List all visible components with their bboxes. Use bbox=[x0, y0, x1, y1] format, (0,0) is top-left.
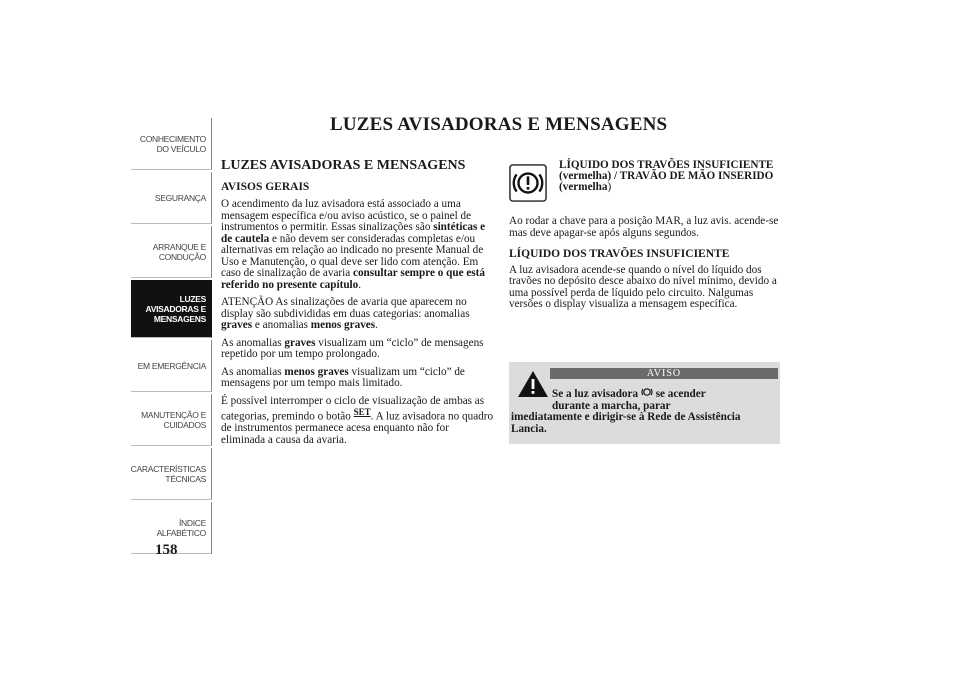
section-subheading: AVISOS GERAIS bbox=[221, 180, 310, 193]
chapter-tab[interactable] bbox=[131, 226, 212, 278]
chapter-tab-label: CONHECIMENTO DO VEÍCULO bbox=[139, 133, 206, 154]
chapter-tab-label: MANUTENÇÃO E CUIDADOS bbox=[141, 409, 206, 430]
chapter-tab[interactable] bbox=[131, 340, 212, 392]
section-subheading: LÍQUIDO DOS TRAVÕES INSUFICIENTE bbox=[509, 248, 730, 260]
paragraph: A luz avisadora acende-se quando o nível do líquido dos travões no depósito desce abaixo do nível mínimo, devido a uma possível perda de líquido pelo circuito. Nalgumas versões o display visualiza a mensagem específica. bbox=[509, 263, 777, 310]
chapter-tab-label: CARACTERÍSTICAS TÉCNICAS bbox=[130, 463, 206, 484]
chapter-tab[interactable] bbox=[131, 394, 212, 446]
left-column bbox=[221, 160, 494, 452]
paragraph: As anomalias graves visualizam um “ciclo” de mensagens repetido por um tempo prolongado. bbox=[221, 336, 484, 360]
page-title: LUZES AVISADORAS E MENSAGENS bbox=[330, 114, 668, 135]
chapter-tab-label: SEGURANÇA bbox=[154, 192, 206, 203]
chapter-tab[interactable] bbox=[131, 448, 212, 500]
paragraph: ATENÇÃO As sinalizações de avaria que aparecem no display são subdivididas em duas categorias: anomalias graves e anomalias menos graves. bbox=[221, 296, 470, 331]
chapter-tab-active[interactable] bbox=[131, 280, 212, 338]
warning-box-label: AVISO bbox=[550, 368, 778, 379]
warning-box bbox=[509, 362, 780, 444]
brake-inline-icon bbox=[641, 386, 653, 398]
chapter-tab-label: LUZES AVISADORAS E MENSAGENS bbox=[145, 293, 206, 324]
chapter-sidebar bbox=[131, 118, 212, 556]
warning-box-text: Se a luz avisadora se acender durante a marcha, parar imediatamente e dirigir-se à Rede de Assistência Lancia. bbox=[511, 388, 741, 435]
set-button-glyph: SET bbox=[353, 407, 371, 417]
chapter-tab-label: ARRANQUE E CONDUÇÃO bbox=[152, 241, 206, 262]
brake-warning-icon bbox=[509, 164, 547, 202]
warning-title: LÍQUIDO DOS TRAVÕES INSUFICIENTE (vermelha) / TRAVÃO DE MÃO INSERIDO (vermelha) bbox=[559, 159, 774, 194]
paragraph: As anomalias menos graves visualizam um “ciclo” de mensagens por um tempo mais limitado. bbox=[221, 365, 465, 389]
section-heading: LUZES AVISADORAS E MENSAGENS bbox=[221, 158, 466, 173]
paragraph: O acendimento da luz avisadora está associado a uma mensagem específica e/ou aviso acústico, se o painel de instrumentos o permitir. Essas sinalizações são sintéticas e de cautela e não devem ser consideradas completas e/ou alternativas em relação ao indicado no presente Manual de Uso e Manutenção, o qual deve ser lido com atenção. Em caso de sinalização de avaria consultar sempre o que está referido no presente capítulo. bbox=[221, 198, 486, 291]
warning-header bbox=[509, 160, 779, 212]
chapter-tab[interactable] bbox=[131, 172, 212, 224]
paragraph: É possível interromper o ciclo de visualização de ambas as categorias, premindo o botão $^{SET}$. A luz avisadora no quadro de instrumentos permanece acesa enquanto não for eliminada a causa da avaria. bbox=[221, 394, 494, 446]
chapter-tab-label: EM EMERGÊNCIA bbox=[137, 360, 206, 371]
paragraph: Ao rodar a chave para a posição MAR, a luz avis. acende-se mas deve apagar-se após alguns segundos. bbox=[509, 215, 779, 239]
chapter-tab[interactable] bbox=[131, 118, 212, 170]
chapter-tab-label: ÍNDICE ALFABÉTICO bbox=[156, 517, 206, 538]
right-column bbox=[509, 160, 779, 321]
page-number: 158 bbox=[155, 542, 178, 558]
